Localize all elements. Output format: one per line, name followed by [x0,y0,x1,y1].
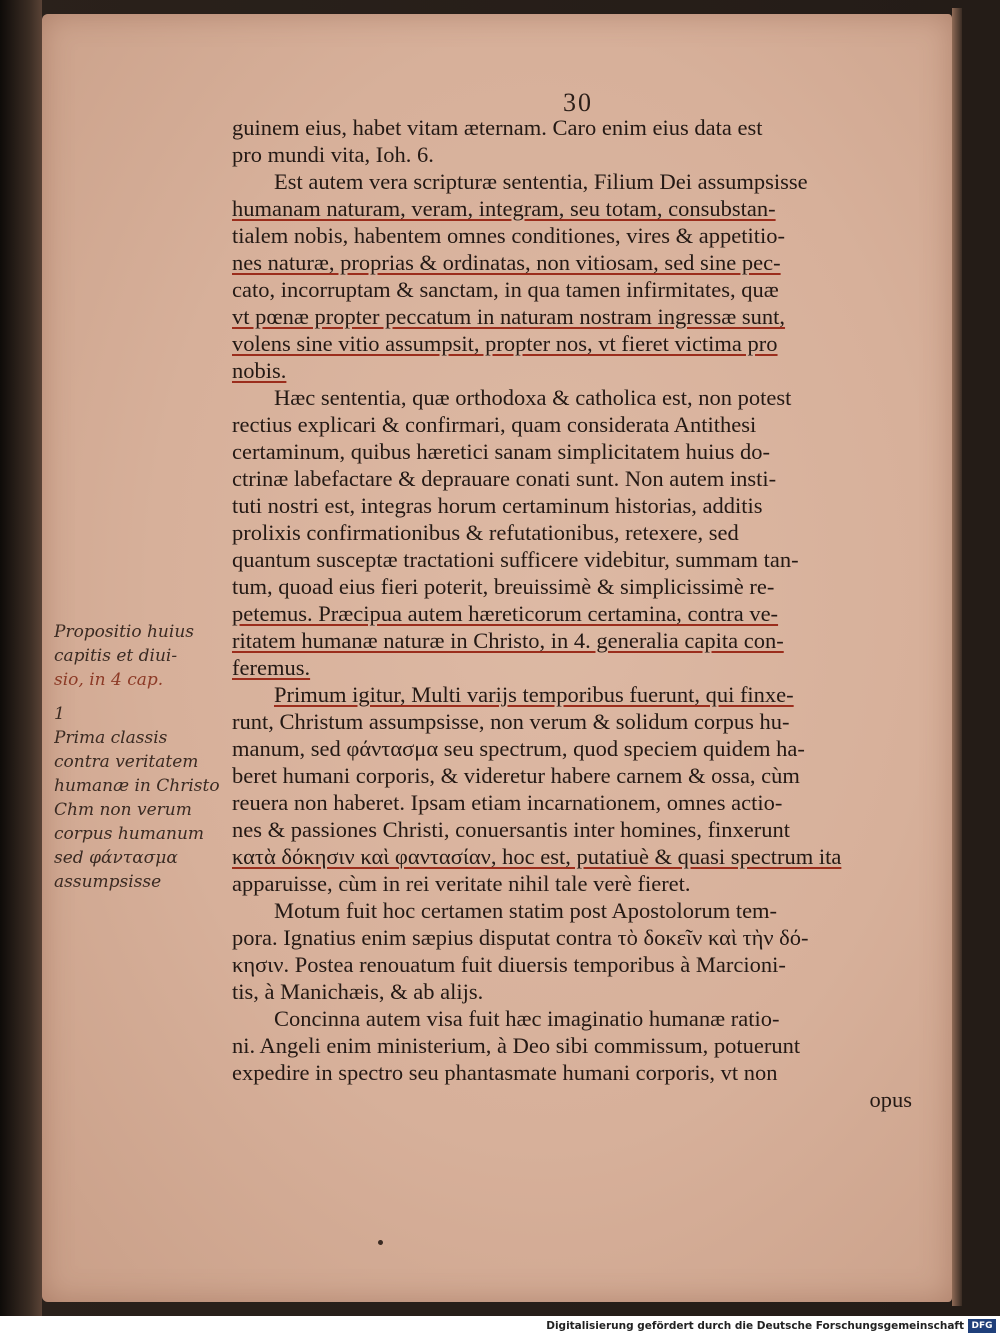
text-line [232,249,912,276]
text-line-content: expedire in spectro seu phantasmate humani corporis, vt non [232,1060,778,1085]
text-line-content: cato, incorruptam & sanctam, in qua tamen infirmitates, quæ [232,277,779,302]
text-line [232,384,912,411]
text-line [232,222,912,249]
text-line [232,303,912,330]
marginalia-line: Prima classis [54,728,168,748]
text-line [232,168,912,195]
text-line [232,1059,912,1086]
text-line [232,816,912,843]
text-line [232,141,912,168]
text-line-content: quantum susceptæ tractationi sufficere videbitur, summam tan- [232,547,799,572]
book-spine [0,0,42,1316]
text-line [232,708,912,735]
text-line-content: κατὰ δόκησιν καὶ φαντασίαν, hoc est, putatiuè & quasi spectrum ita [232,844,842,869]
text-line-content: reuera non haberet. Ipsam etiam incarnationem, omnes actio- [232,790,783,815]
text-line-content: ni. Angeli enim ministerium, à Deo sibi commissum, potuerunt [232,1033,801,1058]
marginalia-line: capitis et diui- [54,646,178,666]
catchword: opus [869,1087,912,1112]
text-line [232,870,912,897]
text-line-content: tum, quoad eius fieri poterit, breuissimè & simplicissimè re- [232,574,775,599]
body-text [232,114,912,1113]
text-line [232,330,912,357]
text-line [232,573,912,600]
text-line [232,681,912,708]
text-line-content: guinem eius, habet vitam æternam. Caro enim eius data est [232,115,763,140]
text-line-content: nobis. [232,358,287,383]
marginalia-line: 1 [54,704,65,724]
text-line-content: nes naturæ, proprias & ordinatas, non vitiosam, sed sine pec- [232,250,781,275]
text-line-content: Hæc sententia, quæ orthodoxa & catholica est, non potest [274,385,792,410]
text-line [232,546,912,573]
text-line-content: feremus. [232,655,311,680]
text-line [232,951,912,978]
marginalia-line: corpus humanum [54,824,205,844]
text-line-content: pro mundi vita, Ioh. 6. [232,142,434,167]
text-line-content: runt, Christum assumpsisse, non verum & solidum corpus hu- [232,709,790,734]
text-line [232,924,912,951]
text-line [232,735,912,762]
ink-dot [378,1240,383,1245]
text-line [232,789,912,816]
text-line [232,195,912,222]
text-line-content: Motum fuit hoc certamen statim post Apostolorum tem- [274,898,778,923]
text-line-content: apparuisse, cùm in rei veritate nihil tale verè fieret. [232,871,691,896]
text-line-content: beret humani corporis, & videretur habere carnem & ossa, cùm [232,763,800,788]
text-line [232,627,912,654]
text-line-content: prolixis confirmationibus & refutationibus, retexere, sed [232,520,739,545]
text-line [232,1032,912,1059]
marginalia-line: sio, in 4 cap. [54,670,164,690]
marginalia-line: Chm non verum [54,800,192,820]
text-line-content: tuti nostri est, integras horum certaminum historias, additis [232,493,763,518]
text-line-content: manum, sed φάντασμα seu spectrum, quod speciem quidem ha- [232,736,805,761]
text-line-content: tialem nobis, habentem omnes conditiones, vires & appetitio- [232,223,786,248]
text-line-content: κησιν. Postea renouatum fuit diuersis temporibus à Marcioni- [232,952,786,977]
text-line [232,843,912,870]
text-line [232,978,912,1005]
dfg-logo: DFG [968,1319,996,1333]
marginalia-line: contra veritatem [54,752,199,772]
text-line [232,114,912,141]
marginalia-line: humanæ in Christo [54,776,220,796]
text-line [232,519,912,546]
text-line [232,465,912,492]
marginalia-line: sed φάντασμα [54,848,178,868]
text-line [232,762,912,789]
text-line [232,492,912,519]
text-line [232,897,912,924]
text-line [232,438,912,465]
text-line-content: rectius explicari & confirmari, quam considerata Antithesi [232,412,757,437]
text-line-content: Concinna autem visa fuit hæc imaginatio humanæ ratio- [274,1006,780,1031]
text-line-content: petemus. Præcipua autem hæreticorum certamina, contra ve- [232,601,779,626]
marginalia-line: Propositio huius [54,622,194,642]
text-line-content: volens sine vitio assumpsit, propter nos, vt fieret victima pro [232,331,778,356]
text-line-content: ctrinæ labefactare & deprauare conati sunt. Non autem insti- [232,466,777,491]
text-line-content: ritatem humanæ naturæ in Christo, in 4. generalia capita con- [232,628,784,653]
footer-credit: Digitalisierung gefördert durch die Deutsche Forschungsgemeinschaft [546,1320,964,1332]
marginalia-line: assumpsisse [54,872,162,892]
text-line [232,357,912,384]
marginalia-proposition [54,620,234,692]
text-line [232,600,912,627]
text-line [232,276,912,303]
text-line-content: nes & passiones Christi, conuersantis inter homines, finxerunt [232,817,791,842]
text-line-content: Est autem vera scripturæ sententia, Filium Dei assumpsisse [274,169,808,194]
page-edge [952,8,962,1306]
text-line-content: certaminum, quibus hæretici sanam simplicitatem huius do- [232,439,771,464]
text-line-content: humanam naturam, veram, integram, seu totam, consubstan- [232,196,776,221]
text-line [232,411,912,438]
footer-bar [0,1316,1000,1336]
text-line-content: tis, à Manichæis, & ab alijs. [232,979,484,1004]
text-line-content: pora. Ignatius enim sæpius disputat contra τὸ δοκεῖν καὶ τὴν δό- [232,925,809,950]
text-line-content: vt pœnæ propter peccatum in naturam nostram ingressæ sunt, [232,304,786,329]
marginalia-first-class [54,702,234,894]
page-number: 30 [563,88,593,117]
text-line-content: Primum igitur, Multi varijs temporibus fuerunt, qui finxe- [274,682,794,707]
text-line [232,654,912,681]
text-line [232,1005,912,1032]
